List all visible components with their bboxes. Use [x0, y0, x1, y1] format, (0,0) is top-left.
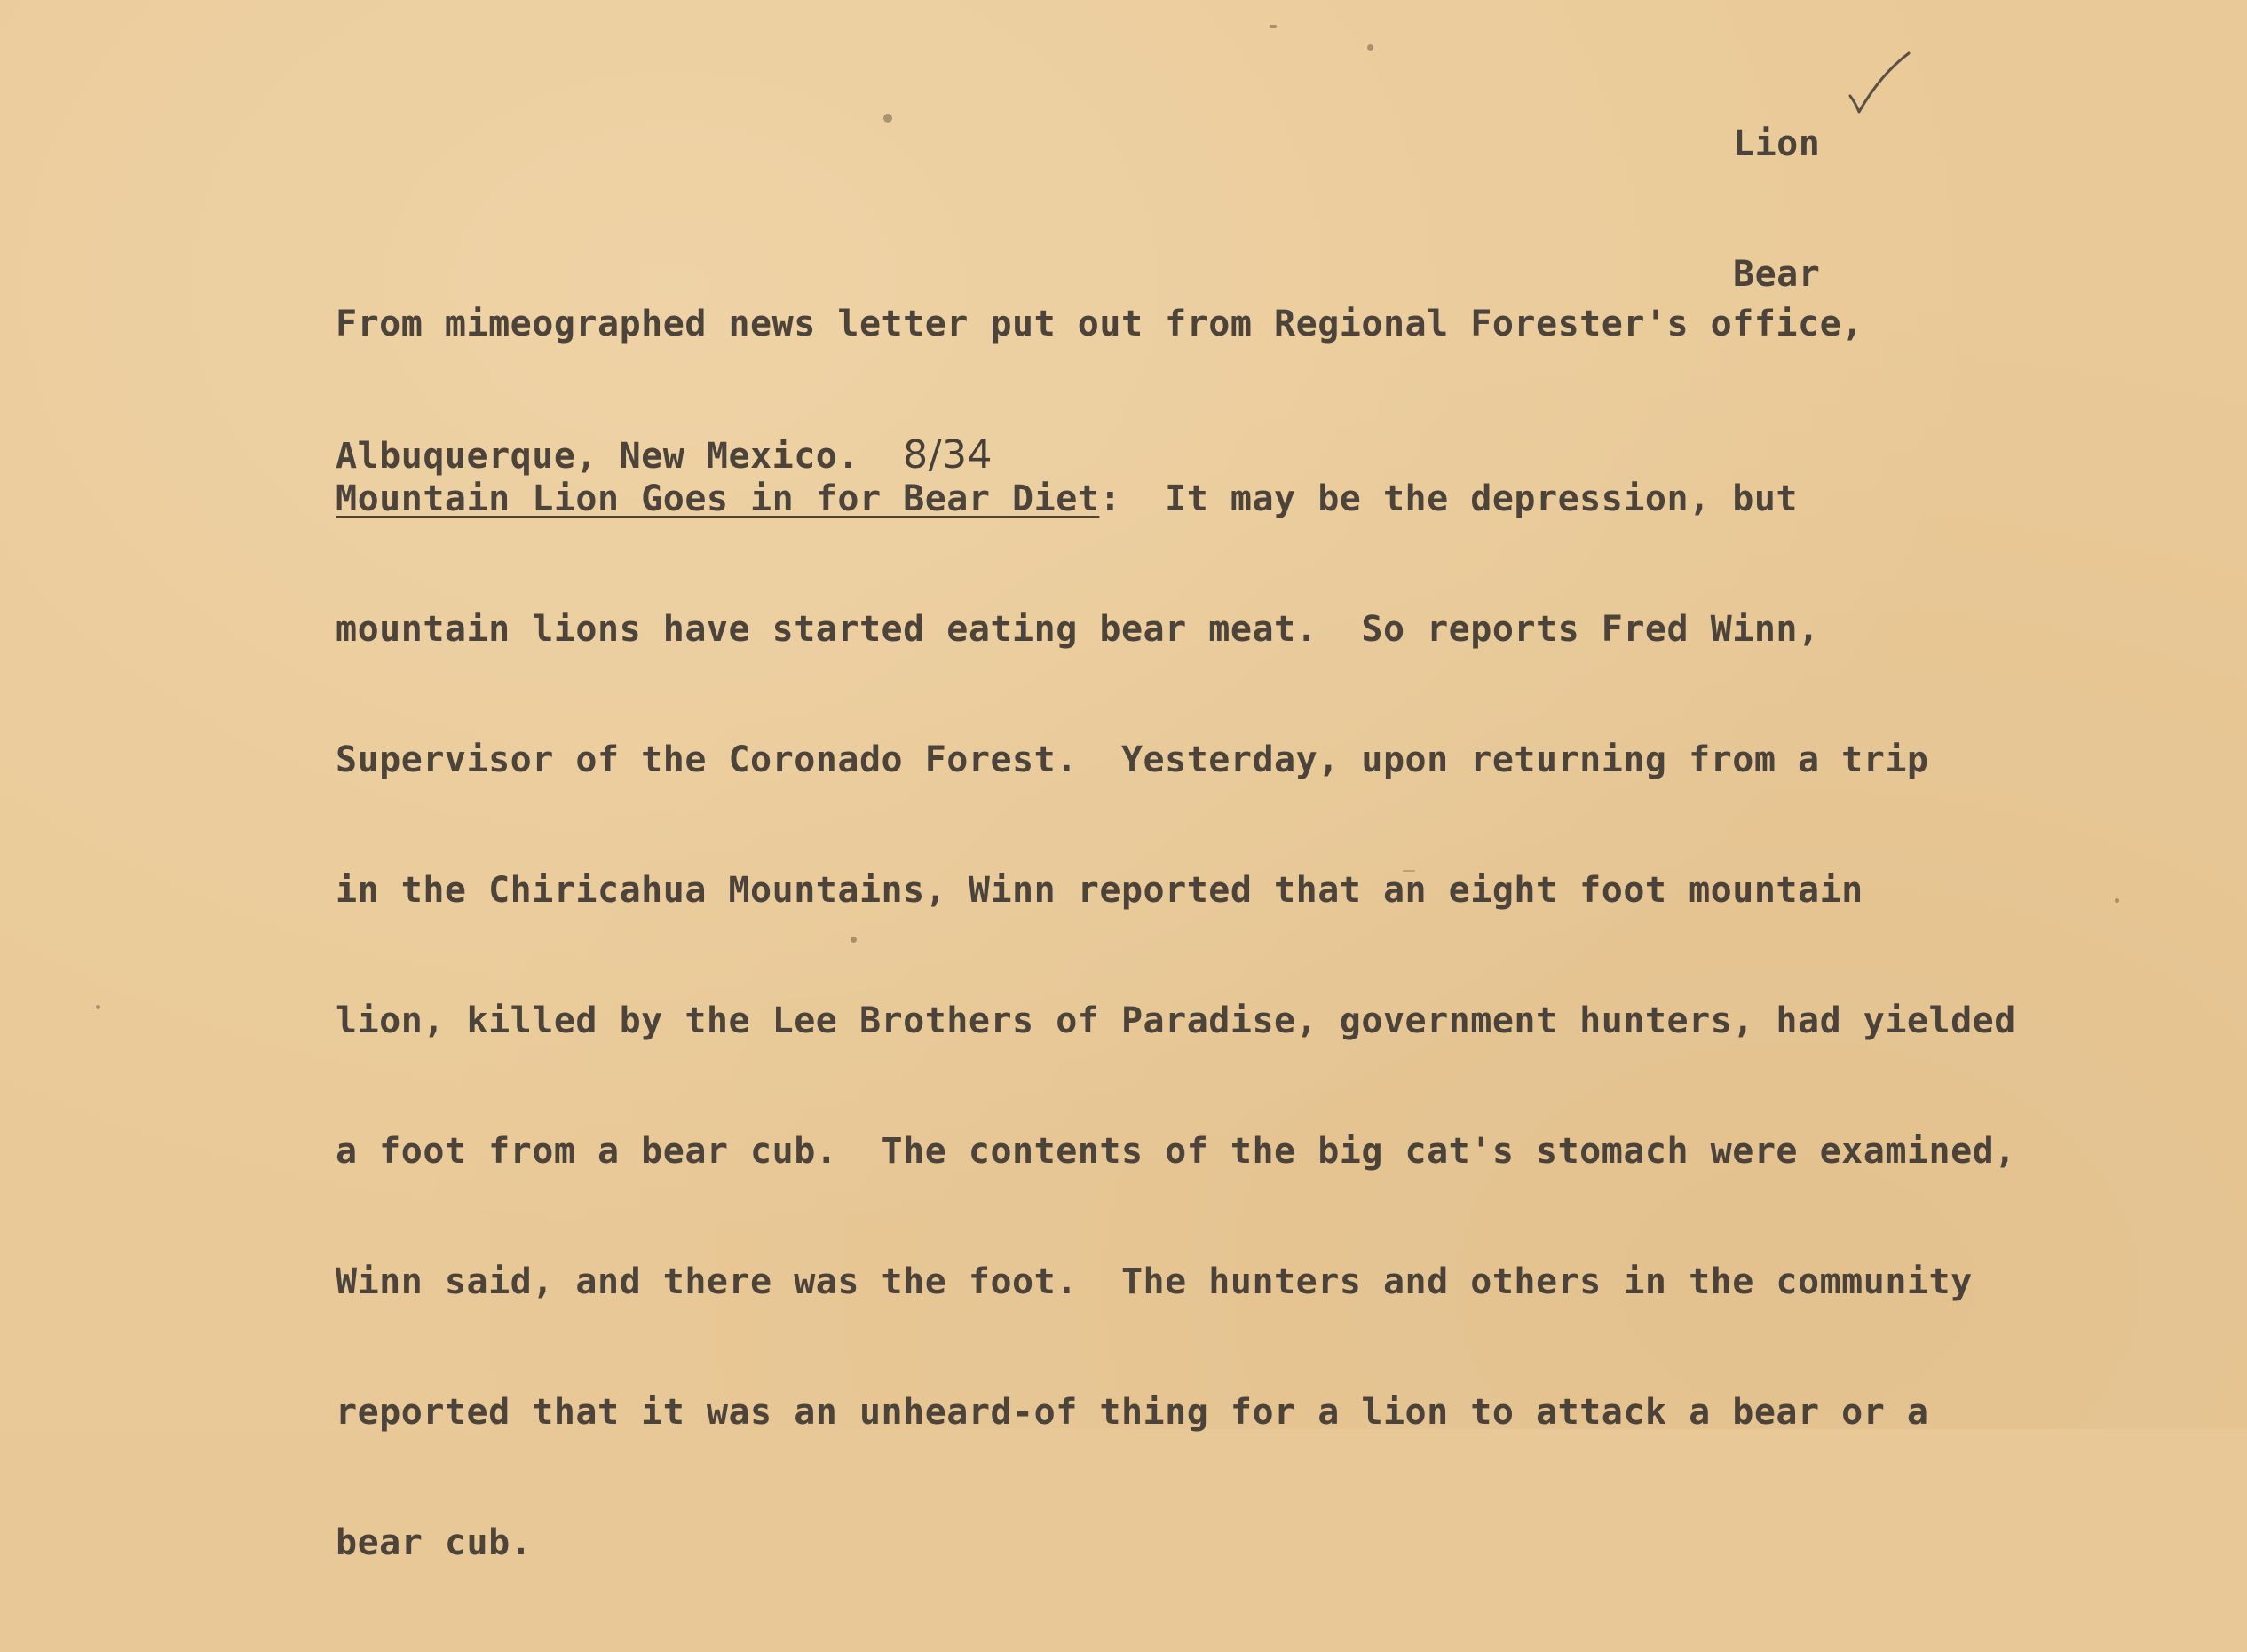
index-tag-lion: Lion — [1733, 123, 1821, 164]
paper-speck — [2115, 898, 2119, 903]
article-headline: Mountain Lion Goes in for Bear Diet — [336, 478, 1100, 519]
article-line: reported that it was an unheard-of thing for a lion to attack a bear or a — [336, 1392, 1929, 1433]
article-first-line-text: : It may be the depression, but — [1099, 478, 1798, 519]
index-tag-bear: Bear — [1733, 254, 1821, 295]
paper-speck — [1270, 25, 1277, 28]
article-line: Winn said, and there was the foot. The hunters and others in the community — [336, 1261, 1973, 1302]
handwritten-check-icon — [1845, 48, 1916, 119]
source-line-1: From mimeographed news letter put out from Regional Forester's office, — [336, 304, 1863, 344]
paper-speck — [883, 114, 892, 123]
paper-speck — [1367, 44, 1373, 51]
source-date: 8/34 — [903, 432, 993, 478]
article-text — [336, 391, 2016, 1652]
source-location: Albuquerque, New Mexico. — [336, 436, 859, 477]
article-line: in the Chiricahua Mountains, Winn reported that an eight foot mountain — [336, 870, 1863, 911]
article-first-line — [336, 478, 2016, 521]
article-line: lion, killed by the Lee Brothers of Paradise, government hunters, had yielded — [336, 1000, 2016, 1041]
article-line: a foot from a bear cub. The contents of the big cat's stomach were examined, — [336, 1131, 2016, 1172]
paper-speck — [851, 937, 857, 943]
paper-speck — [1403, 870, 1415, 872]
article-line: bear cub. — [336, 1522, 533, 1563]
article-line: Supervisor of the Coronado Forest. Yesterday, upon returning from a trip — [336, 739, 1929, 780]
article-line: mountain lions have started eating bear meat. So reports Fred Winn, — [336, 609, 1820, 650]
paper-speck — [96, 1005, 100, 1009]
